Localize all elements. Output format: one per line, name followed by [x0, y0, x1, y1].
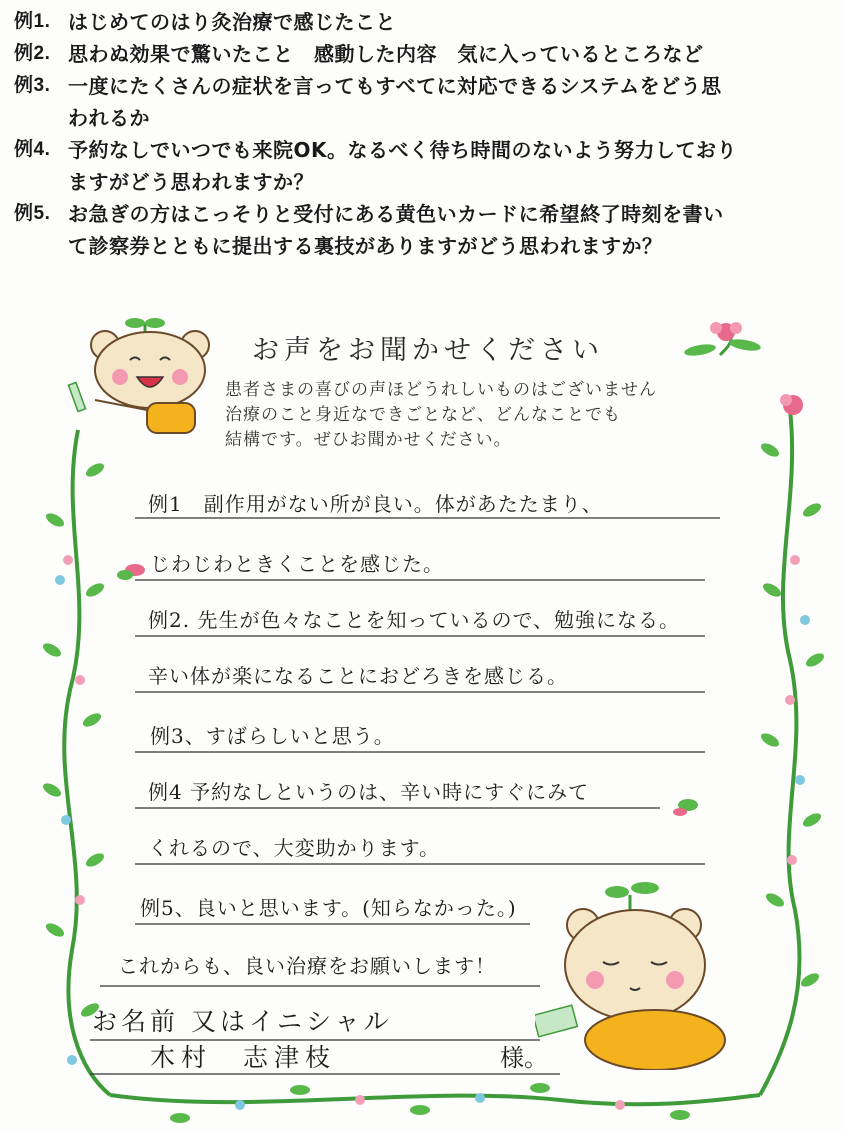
answer-line-1: 例1 副作用がない所が良い。体があたたまり、	[148, 492, 603, 516]
prompt-text: て診察券とともに提出する裏技がありますがどう思われますか？	[68, 234, 663, 258]
answer-line-2: じわじわときくことを感じた。	[150, 552, 444, 576]
prompt-text: ますがどう思われますか？	[68, 170, 314, 194]
prompt-text: われるか	[68, 106, 150, 130]
answer-line-5: 例3、すばらしいと思う。	[150, 724, 395, 748]
answer-line-8: 例5、良いと思います。(知らなかった。)	[140, 896, 517, 920]
prompt-label: 例3.	[14, 75, 51, 96]
answer-line-4: 辛い体が楽になることにおどろきを感じる。	[148, 664, 568, 688]
prompt-text: 一度にたくさんの症状を言ってもすべてに対応できるシステムをどう思	[68, 74, 722, 98]
name-label: お名前 又はイニシャル	[92, 1007, 393, 1036]
prompt-text: 思わぬ効果で驚いたこと 感動した内容 気に入っているところなど	[68, 42, 704, 66]
answer-line-6: 例4 予約なしというのは、辛い時にすぐにみて	[148, 780, 590, 804]
answer-line-3: 例2. 先生が色々なことを知っているので、勉強になる。	[148, 608, 681, 632]
prompt-text: はじめてのはり灸治療で感じたこと	[68, 10, 396, 34]
answer-line-7: くれるので、大変助かります。	[148, 836, 440, 860]
answer-line-9: これからも、良い治療をお願いします！	[118, 954, 496, 978]
honorific: 様。	[500, 1044, 548, 1072]
prompt-label: 例5.	[14, 203, 51, 224]
intro-line: 結構です。ぜひお聞かせください。	[225, 430, 512, 450]
intro-line: 患者さまの喜びの声ほどうれしいものはございません	[225, 380, 657, 400]
prompt-label: 例1.	[14, 11, 51, 32]
prompt-label: 例2.	[14, 43, 51, 64]
prompt-text: お急ぎの方はこっそりと受付にある黄色いカードに希望終了時刻を書い	[68, 202, 724, 226]
intro-line: 治療のこと身近なできごとなど、どんなことでも	[225, 405, 621, 425]
name-value: 木村 志津枝	[150, 1043, 337, 1072]
prompt-text: 予約なしでいつでも来院OK。なるべく待ち時間のないよう努力しており	[68, 138, 737, 162]
card-heading: お声をお聞かせください	[252, 335, 604, 366]
prompt-label: 例4.	[14, 139, 51, 160]
